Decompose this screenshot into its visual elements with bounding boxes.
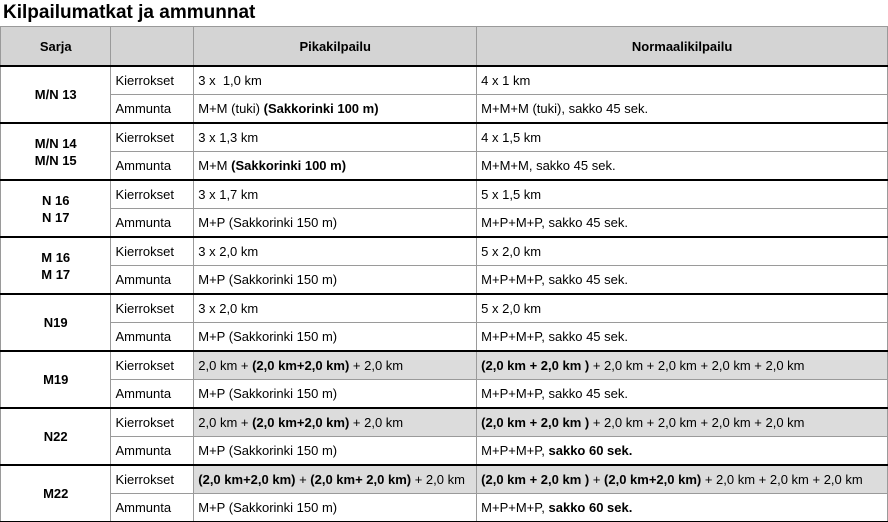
normaalikilpailu-cell	[477, 465, 888, 494]
type-cell: Ammunta	[111, 437, 194, 466]
table-row	[1, 294, 888, 323]
table-row	[1, 209, 888, 238]
cell-text: + 2,0 km	[349, 415, 404, 430]
type-cell: Ammunta	[111, 209, 194, 238]
normaalikilpailu-cell	[477, 323, 888, 352]
type-cell: Kierrokset	[111, 237, 194, 266]
cell-text: (2,0 km+2,0 km)	[252, 415, 350, 430]
sarja-cell: M22	[1, 465, 111, 522]
pikakilpailu-cell	[194, 380, 477, 409]
cell-text: M+M (tuki)	[198, 101, 264, 116]
normaalikilpailu-cell	[477, 437, 888, 466]
cell-text: M+P+M+P,	[481, 443, 549, 458]
cell-text: +	[295, 472, 311, 487]
sarja-cell: M/N 14 M/N 15	[1, 123, 111, 180]
type-cell: Ammunta	[111, 494, 194, 522]
cell-text: 2,0 km +	[198, 415, 253, 430]
pikakilpailu-cell	[194, 152, 477, 181]
table-row	[1, 237, 888, 266]
header-type	[111, 27, 194, 67]
normaalikilpailu-cell	[477, 266, 888, 295]
cell-text: + 2,0 km + 2,0 km + 2,0 km	[701, 472, 863, 487]
cell-text: M+P+M+P,	[481, 500, 549, 515]
table-row	[1, 351, 888, 380]
type-cell: Kierrokset	[111, 180, 194, 209]
cell-text: M+P (Sakkorinki 150 m)	[198, 329, 338, 344]
header-normaalikilpailu: Normaalikilpailu	[477, 27, 888, 67]
sarja-cell: M/N 13	[1, 66, 111, 123]
cell-text: 4 x 1,5 km	[481, 130, 542, 145]
normaalikilpailu-cell	[477, 294, 888, 323]
table-row	[1, 266, 888, 295]
table-row	[1, 465, 888, 494]
cell-text: (2,0 km + 2,0 km )	[481, 415, 590, 430]
header-pikakilpailu: Pikakilpailu	[194, 27, 477, 67]
type-cell: Kierrokset	[111, 123, 194, 152]
cell-text: 2,0 km +	[198, 358, 253, 373]
pikakilpailu-cell	[194, 351, 477, 380]
pikakilpailu-cell	[194, 123, 477, 152]
type-cell: Ammunta	[111, 266, 194, 295]
header-row	[1, 27, 888, 67]
cell-text: 3 x 1,3 km	[198, 130, 259, 145]
cell-text: M+P (Sakkorinki 150 m)	[198, 386, 338, 401]
cell-text: (2,0 km+ 2,0 km)	[310, 472, 412, 487]
table-row	[1, 152, 888, 181]
type-cell: Ammunta	[111, 152, 194, 181]
cell-text: (Sakkorinki 100 m)	[231, 158, 347, 173]
cell-text: M+P (Sakkorinki 150 m)	[198, 443, 338, 458]
cell-text: + 2,0 km	[411, 472, 465, 487]
cell-text: (2,0 km+2,0 km)	[252, 358, 350, 373]
cell-text: M+P+M+P, sakko 45 sek.	[481, 329, 628, 344]
type-cell: Kierrokset	[111, 465, 194, 494]
table-row	[1, 494, 888, 522]
normaalikilpailu-cell	[477, 123, 888, 152]
cell-text: 3 x 2,0 km	[198, 244, 259, 259]
pikakilpailu-cell	[194, 437, 477, 466]
cell-text: + 2,0 km + 2,0 km + 2,0 km + 2,0 km	[589, 358, 805, 373]
normaalikilpailu-cell	[477, 380, 888, 409]
type-cell: Kierrokset	[111, 408, 194, 437]
cell-text: M+P+M+P, sakko 45 sek.	[481, 386, 628, 401]
type-cell: Kierrokset	[111, 66, 194, 95]
cell-text: (2,0 km+2,0 km)	[198, 472, 296, 487]
pikakilpailu-cell	[194, 66, 477, 95]
type-cell: Ammunta	[111, 323, 194, 352]
normaalikilpailu-cell	[477, 209, 888, 238]
cell-text: (2,0 km + 2,0 km )	[481, 358, 590, 373]
normaalikilpailu-cell	[477, 237, 888, 266]
cell-text: (2,0 km+2,0 km)	[604, 472, 702, 487]
cell-text: (Sakkorinki 100 m)	[263, 101, 379, 116]
cell-text: 5 x 1,5 km	[481, 187, 542, 202]
table-row	[1, 380, 888, 409]
cell-text: 3 x 1,7 km	[198, 187, 259, 202]
normaalikilpailu-cell	[477, 408, 888, 437]
cell-text: M+P (Sakkorinki 150 m)	[198, 500, 338, 515]
sarja-cell: N22	[1, 408, 111, 465]
pikakilpailu-cell	[194, 494, 477, 522]
table-row	[1, 437, 888, 466]
sarja-cell: N19	[1, 294, 111, 351]
cell-text: M+M+M, sakko 45 sek.	[481, 158, 616, 173]
cell-text: + 2,0 km + 2,0 km + 2,0 km + 2,0 km	[589, 415, 805, 430]
pikakilpailu-cell	[194, 180, 477, 209]
cell-text: M+P (Sakkorinki 150 m)	[198, 215, 338, 230]
normaalikilpailu-cell	[477, 95, 888, 124]
cell-text: M+P (Sakkorinki 150 m)	[198, 272, 338, 287]
normaalikilpailu-cell	[477, 66, 888, 95]
cell-text: 4 x 1 km	[481, 73, 531, 88]
type-cell: Ammunta	[111, 95, 194, 124]
table-row	[1, 123, 888, 152]
cell-text: 5 x 2,0 km	[481, 244, 542, 259]
cell-text: 3 x 2,0 km	[198, 301, 259, 316]
cell-text: (2,0 km + 2,0 km )	[481, 472, 590, 487]
header-sarja: Sarja	[1, 27, 111, 67]
normaalikilpailu-cell	[477, 152, 888, 181]
cell-text: sakko 60 sek.	[548, 443, 633, 458]
pikakilpailu-cell	[194, 266, 477, 295]
sarja-cell: M19	[1, 351, 111, 408]
table-row	[1, 66, 888, 95]
table-row	[1, 323, 888, 352]
table-row	[1, 95, 888, 124]
cell-text: 5 x 2,0 km	[481, 301, 542, 316]
pikakilpailu-cell	[194, 323, 477, 352]
pikakilpailu-cell	[194, 465, 477, 494]
normaalikilpailu-cell	[477, 494, 888, 522]
type-cell: Kierrokset	[111, 294, 194, 323]
pikakilpailu-cell	[194, 408, 477, 437]
sarja-cell: M 16 M 17	[1, 237, 111, 294]
cell-text: +	[589, 472, 605, 487]
pikakilpailu-cell	[194, 209, 477, 238]
pikakilpailu-cell	[194, 237, 477, 266]
pikakilpailu-cell	[194, 294, 477, 323]
sheet-title: Kilpailumatkat ja ammunnat	[3, 2, 256, 23]
cell-text: + 2,0 km	[349, 358, 404, 373]
table-row	[1, 180, 888, 209]
table-row	[1, 408, 888, 437]
cell-text: M+P+M+P, sakko 45 sek.	[481, 272, 628, 287]
pikakilpailu-cell	[194, 95, 477, 124]
distances-table	[0, 26, 888, 522]
cell-text: M+P+M+P, sakko 45 sek.	[481, 215, 628, 230]
cell-text: 3 x 1,0 km	[198, 73, 262, 88]
normaalikilpailu-cell	[477, 180, 888, 209]
type-cell: Kierrokset	[111, 351, 194, 380]
cell-text: sakko 60 sek.	[548, 500, 633, 515]
cell-text: M+M	[198, 158, 232, 173]
type-cell: Ammunta	[111, 380, 194, 409]
sarja-cell: N 16 N 17	[1, 180, 111, 237]
normaalikilpailu-cell	[477, 351, 888, 380]
table-body	[1, 66, 888, 522]
cell-text: M+M+M (tuki), sakko 45 sek.	[481, 101, 649, 116]
